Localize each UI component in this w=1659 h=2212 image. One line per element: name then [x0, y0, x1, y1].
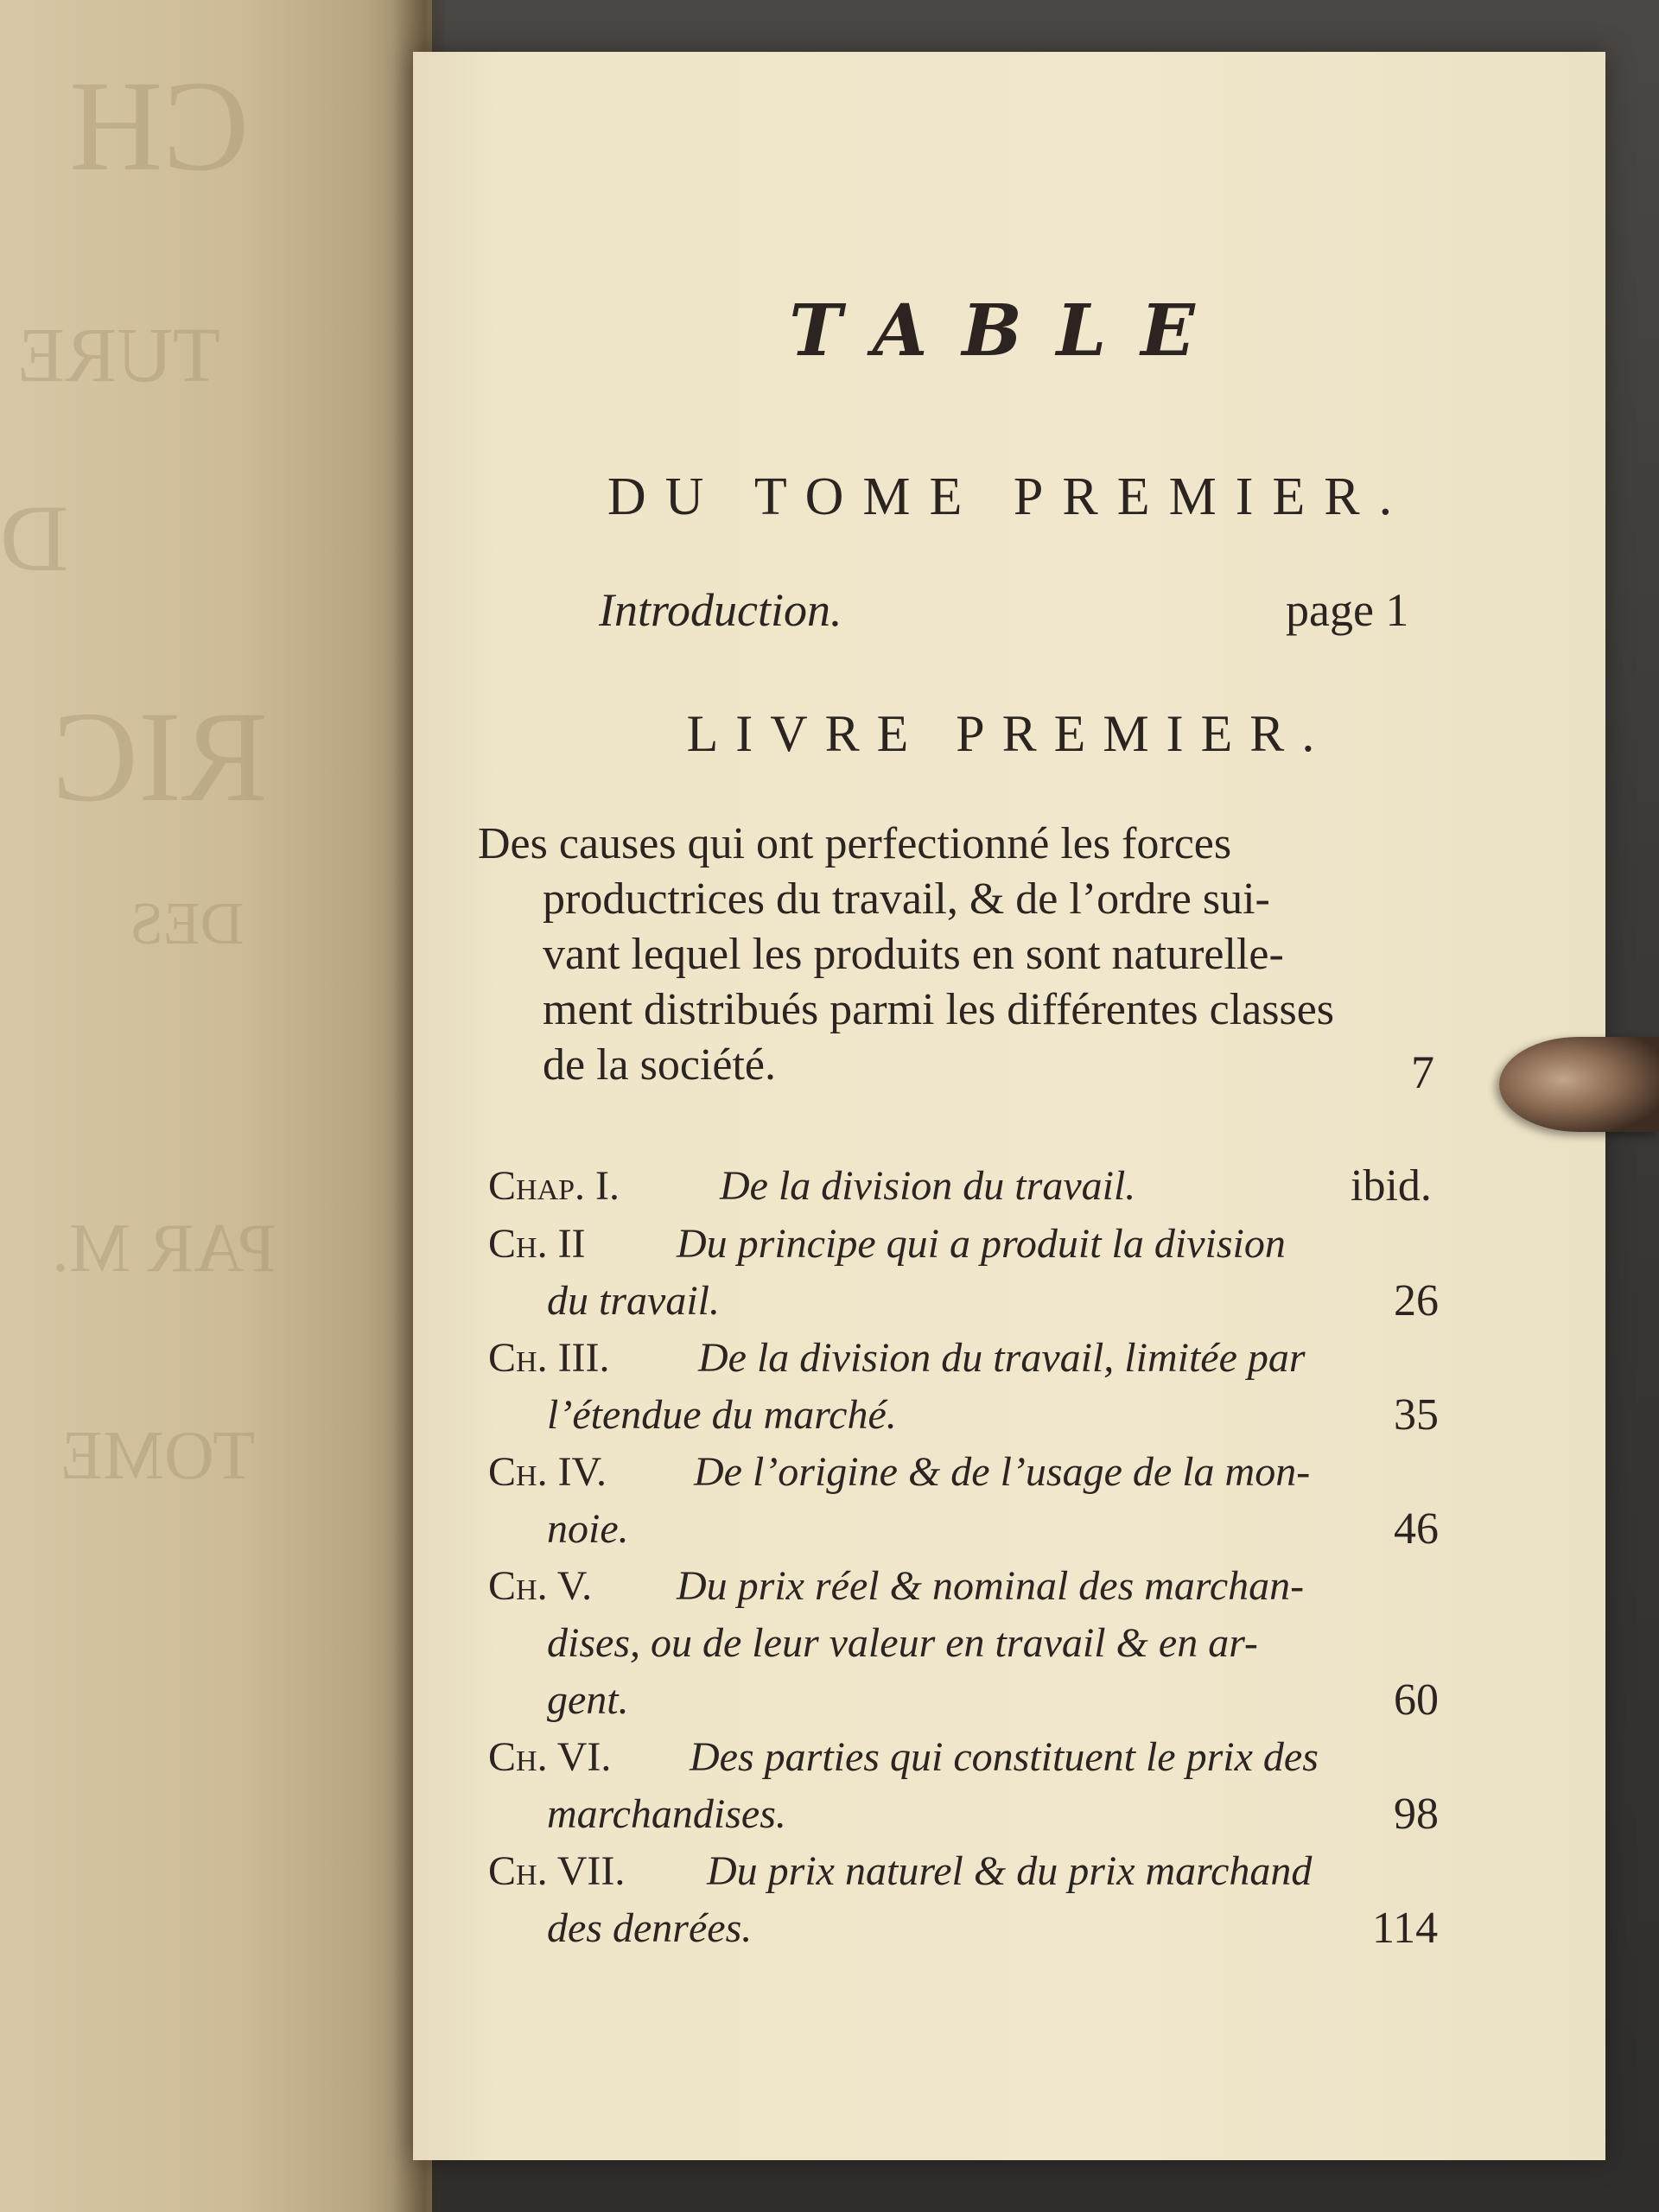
- chapter-3-title-line: l’étendue du marché.: [547, 1392, 897, 1438]
- chapter-1-title: De la division du travail.: [720, 1163, 1136, 1209]
- chapter-3-title-line: De la division du travail, limitée par: [698, 1335, 1306, 1381]
- ghost-text-5: DES: [130, 891, 245, 957]
- chapter-1-label: Chap. I.: [488, 1163, 620, 1209]
- chapter-7-label: Ch. VII.: [488, 1848, 626, 1894]
- intro-page: page 1: [1286, 584, 1409, 636]
- ghost-text-3: D: [0, 486, 69, 591]
- ghost-text-4: RIC: [52, 685, 269, 829]
- chapter-2-title-line: Du principe qui a produit la division: [677, 1221, 1286, 1267]
- intro-label: Introduction.: [599, 584, 842, 636]
- chapter-6-title-line: marchandises.: [547, 1791, 786, 1837]
- chapter-6-label: Ch. VI.: [488, 1734, 612, 1780]
- chapter-7-title-line: des denrées.: [547, 1905, 753, 1951]
- chapter-6-title-line: Des parties qui constituent le prix des: [690, 1734, 1319, 1780]
- ghost-text-1: CH: [69, 54, 250, 198]
- book-summary-page: 7: [1411, 1046, 1434, 1098]
- book-summary-line: vant lequel les produits en sont naturelle-: [543, 930, 1284, 979]
- chapter-4-title-line: noie.: [547, 1506, 629, 1552]
- chapter-5-title-line: dises, ou de leur valeur en travail & en ar-: [547, 1620, 1258, 1666]
- bookmark-tassel: [1499, 1037, 1659, 1132]
- book-summary-line: ment distribués parmi les différentes classes: [543, 985, 1335, 1034]
- chapter-5-page: 60: [1394, 1675, 1439, 1725]
- ghost-text-6: PAR M.: [52, 1211, 276, 1287]
- chapter-6-page: 98: [1394, 1789, 1439, 1839]
- chapter-7-page: 114: [1372, 1904, 1439, 1953]
- chapter-5-label: Ch. V.: [488, 1563, 593, 1609]
- chapter-2-page: 26: [1394, 1276, 1439, 1325]
- chapter-4-label: Ch. IV.: [488, 1449, 607, 1495]
- book-summary-line: Des causes qui ont perfectionné les forces: [478, 819, 1232, 868]
- chapter-4-title-line: De l’origine & de l’usage de la mon-: [694, 1449, 1311, 1495]
- chapter-4-page: 46: [1394, 1504, 1439, 1554]
- book-summary-line: de la société.: [543, 1040, 776, 1090]
- chapter-2-label: Ch. II: [488, 1221, 586, 1267]
- chapter-7-title-line: Du prix naturel & du prix marchand: [707, 1848, 1313, 1894]
- chapter-3-page: 35: [1394, 1390, 1439, 1440]
- book-heading: LIVRE PREMIER.: [686, 705, 1332, 762]
- chapter-1-page: ibid.: [1351, 1161, 1432, 1211]
- book-summary: [478, 817, 1334, 1093]
- ghost-text-7: TOME: [60, 1418, 256, 1494]
- chapter-5-title-line: Du prix réel & nominal des marchan-: [677, 1563, 1305, 1609]
- book-summary-line: productrices du travail, & de l’ordre sui-: [543, 874, 1270, 924]
- chapter-5-title-line: gent.: [547, 1677, 629, 1723]
- page-title: TABLE: [789, 289, 1230, 372]
- chapter-3-label: Ch. III.: [488, 1335, 610, 1381]
- ghost-text-2: TURE: [17, 313, 220, 398]
- right-page: [413, 52, 1605, 2160]
- page-subtitle: DU TOME PREMIER.: [607, 467, 1412, 526]
- chapter-2-title-line: du travail.: [547, 1278, 720, 1324]
- left-page: [0, 0, 432, 2212]
